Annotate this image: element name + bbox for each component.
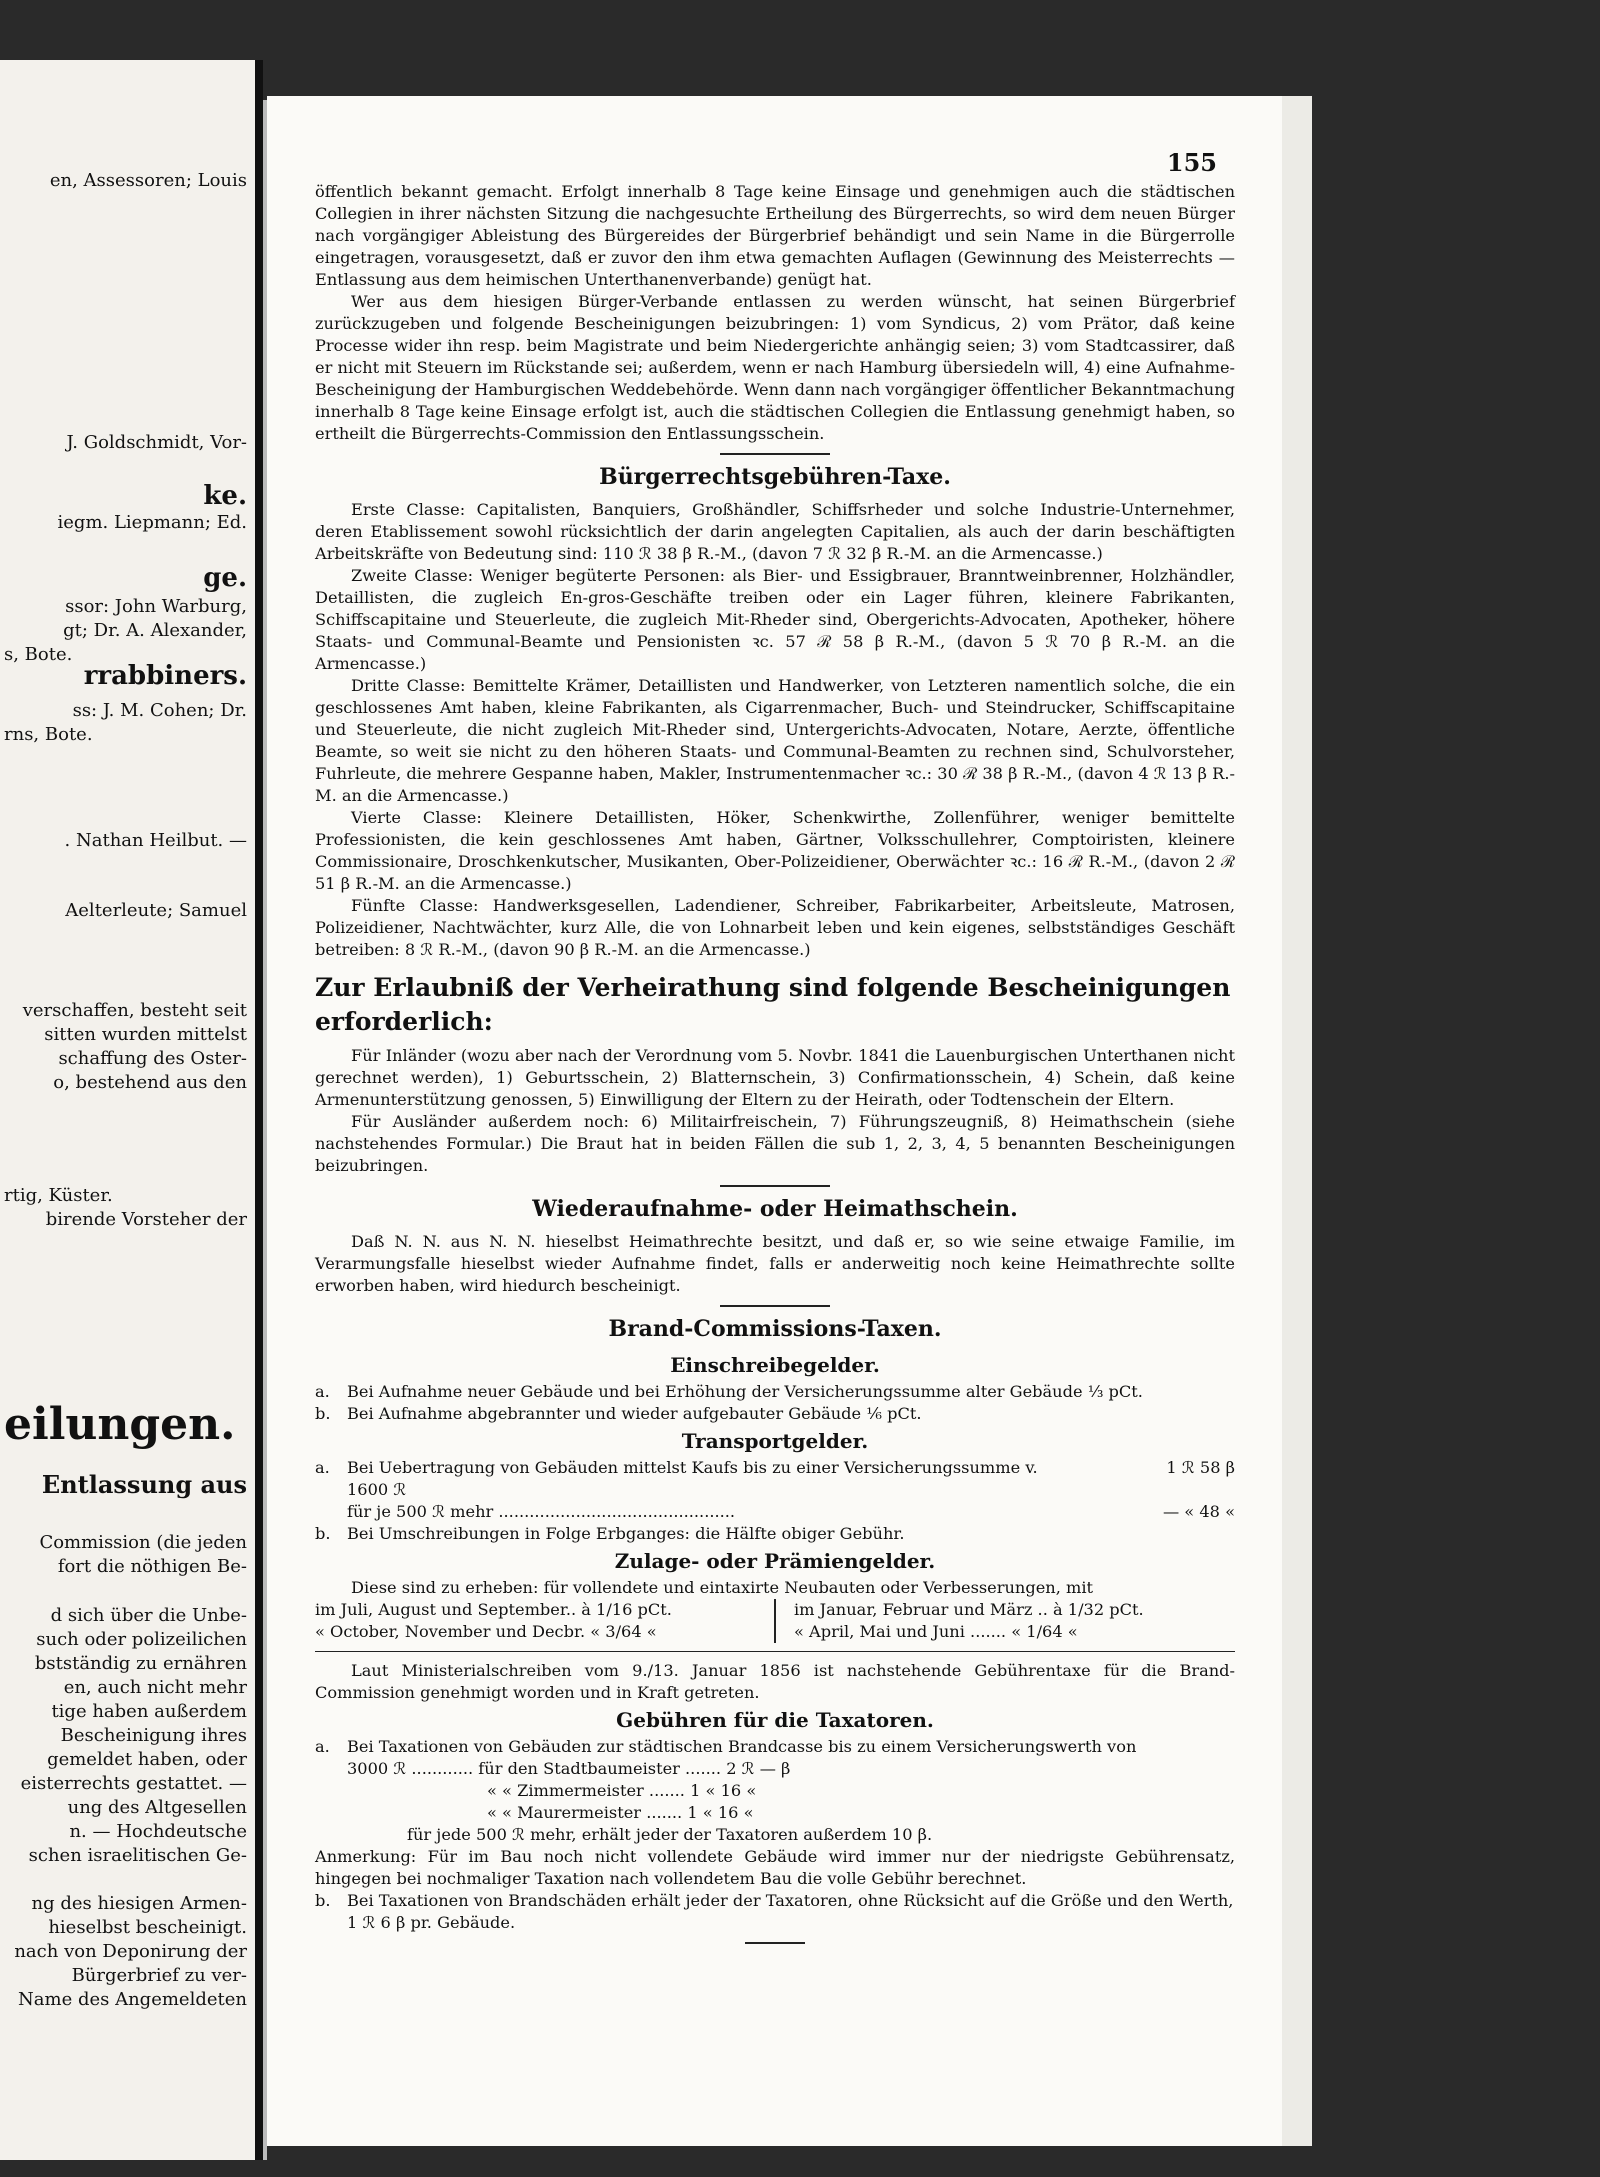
taxatoren-row-1: 3000 ℛ ............ für den Stadtbaumeister ....... 2 ℛ — β xyxy=(347,1759,791,1778)
taxatoren-anmerkung: Anmerkung: Für im Bau noch nicht vollendete Gebäude wird immer nur der niedrigste Gebührensatz, hingegen bei nochmaliger Taxation nach vollendetem Bau die volle Gebühr berechnet. xyxy=(315,1847,1235,1888)
left-page-line: Bürgerbrief zu ver- xyxy=(71,1965,247,1986)
item-label: b. xyxy=(315,1891,331,1910)
item-label: a. xyxy=(315,1458,330,1477)
taxatoren-row-3: « « Maurermeister ....... 1 « 16 « xyxy=(487,1803,754,1822)
taxatoren-row-2: « « Zimmermeister ....... 1 « 16 « xyxy=(487,1781,757,1800)
zulage-divider xyxy=(774,1599,776,1643)
left-page-line: d sich über die Unbe- xyxy=(50,1605,247,1626)
transport-line-2-value: — « 48 « xyxy=(1162,1502,1235,1521)
class-3: Dritte Classe: Bemittelte Krämer, Detaillisten und Handwerker, von Letzteren namentlich solche, die ein geschlossenes Amt haben, kleine Fabrikanten, als Cigarrenmacher, Buch- und Steindrucker, Schiffscapitaine und Steuerleute, die nicht zugleich Mit-Rheder sind, Untergerichts-Advocaten, Notare, Aerzte, öffentliche Beamte, so weit sie nicht zu den höheren Staats- und Communal-Beamten zu rechnen sind, Schulvorsteher, Fuhrleute, die mehrere Gespanne haben, Makler, Instrumentenmacher ꝛc.: 30 ℛ 38 β R.-M., (davon 4 ℛ 13 β R.-M. an die Armencasse.) xyxy=(315,676,1235,805)
table-rule xyxy=(315,1651,1235,1652)
zulage-left xyxy=(315,1599,756,1643)
heimath-heading: Wiederaufnahme- oder Heimathschein. xyxy=(532,1196,1018,1222)
item-label: b. xyxy=(315,1404,331,1423)
heirath-paragraph-1: Für Inländer (wozu aber nach der Verordnung vom 5. Novbr. 1841 die Lauenburgischen Unterthanen nicht gerechnet werden), 1) Geburtsschein, 2) Blatternschein, 3) Confirmationsschein, 4) Schein, daß keine Armenunterstützung genossen, 5) Einwilligung der Eltern zu der Heirath, oder Todtenschein der Eltern. xyxy=(315,1046,1235,1109)
item-text xyxy=(347,1736,1235,1846)
left-page-line: ung des Altgesellen xyxy=(67,1797,247,1818)
left-page-line: eisterrechts gestattet. — xyxy=(20,1773,247,1794)
class-1: Erste Classe: Capitalisten, Banquiers, Großhändler, Schiffsrheder und solche Industrie-Unternehmer, deren Etablissement sowohl rücksichtlich der darin angelegten Capitalien, als auch der darin beschäftigten Arbeitskräfte von Bedeutung sind: 110 ℛ 38 β R.-M., (davon 7 ℛ 32 β R.-M. an die Armencasse.) xyxy=(315,500,1235,563)
item-label: b. xyxy=(315,1524,331,1543)
section-divider xyxy=(720,1185,830,1187)
class-5: Fünfte Classe: Handwerksgesellen, Ladendiener, Schreiber, Fabrikarbeiter, Arbeitsleute, Matrosen, Polizeidiener, Nachtwächter, kurz Alle, die von Lohnarbeit leben und kein eigenes, selbstständiges Geschäft betreiben: 8 ℛ R.-M., (davon 90 β R.-M. an die Armencasse.) xyxy=(315,896,1235,959)
left-page-line: Entlassung aus xyxy=(41,1470,247,1499)
left-page-line: en, Assessoren; Louis xyxy=(49,170,247,191)
item-text xyxy=(347,1457,1235,1523)
page-number: 155 xyxy=(1166,148,1217,177)
left-page-line: bstständig zu ernähren xyxy=(34,1653,247,1674)
left-page-line: sitten wurden mittelst xyxy=(44,1024,247,1045)
transport-line-1-value: 1 ℛ 58 β xyxy=(1166,1458,1235,1477)
class-2: Zweite Classe: Weniger begüterte Personen: als Bier- und Essigbrauer, Branntweinbrenner, Holzhändler, Detaillisten, die zugleich En-gros-Geschäfte treiben oder ein Lager führen, kleinere Fabrikanten, Schiffscapitaine und Steuerleute, die zugleich Mit-Rheder sind, Obergerichts-Advocaten, Apotheker, höhere Staats- und Communal-Beamte und Pensionisten ꝛc. 57 ℛ 58 β R.-M., (davon 5 ℛ 70 β R.-M. an die Armencasse.) xyxy=(315,566,1235,673)
taxatoren-intro: Bei Taxationen von Gebäuden zur städtischen Brandcasse bis zu einem Versicherungswerth von xyxy=(347,1737,1137,1756)
transport-line-1 xyxy=(347,1457,1235,1501)
left-page-line: en, auch nicht mehr xyxy=(63,1677,247,1698)
left-page-line: fort die nöthigen Be- xyxy=(57,1556,247,1577)
zulage-table xyxy=(315,1599,1235,1643)
transport-heading: Transportgelder. xyxy=(681,1429,869,1453)
left-page-line: rns, Bote. xyxy=(4,724,93,745)
left-page-line: . Nathan Heilbut. — xyxy=(64,830,247,851)
left-page-line: gt; Dr. A. Alexander, xyxy=(63,620,247,641)
left-page-line: Name des Angemeldeten xyxy=(18,1989,247,2010)
zulage-right-row-1: im Januar, Februar und März .. à 1/32 pCt. xyxy=(794,1600,1144,1619)
zulage-heading: Zulage- oder Prämiengelder. xyxy=(614,1549,936,1573)
section-divider xyxy=(720,1305,830,1307)
left-page-line: Aelterleute; Samuel xyxy=(65,900,247,921)
taxatoren-heading: Gebühren für die Taxatoren. xyxy=(616,1708,934,1732)
transport-line-1-text: Bei Uebertragung von Gebäuden mittelst Kaufs bis zu einer Versicherungssumme v. 1600 ℛ xyxy=(347,1458,1038,1499)
book-spine xyxy=(255,60,263,2160)
left-page-line: gemeldet haben, oder xyxy=(47,1749,247,1770)
zulage-intro: Diese sind zu erheben: für vollendete und eintaxirte Neubauten oder Verbesserungen, mit xyxy=(351,1578,1094,1597)
left-page-line: eilungen. xyxy=(4,1400,236,1450)
left-page-line: such oder polizeilichen xyxy=(36,1629,247,1650)
left-page-line: birende Vorsteher der xyxy=(45,1209,247,1230)
item-text: Bei Aufnahme neuer Gebäude und bei Erhöhung der Versicherungssumme alter Gebäude ⅓ pCt. xyxy=(347,1382,1143,1401)
left-page-line: ke. xyxy=(203,481,247,511)
item-text: Bei Aufnahme abgebrannter und wieder aufgebauter Gebäude ⅙ pCt. xyxy=(347,1404,922,1423)
einschreib-item-b xyxy=(315,1403,1235,1425)
buergerrecht-heading: Bürgerrechtsgebühren-Taxe. xyxy=(599,464,951,490)
left-page-line: iegm. Liepmann; Ed. xyxy=(57,512,247,533)
page-margin xyxy=(1282,96,1312,2146)
zulage-right xyxy=(794,1599,1235,1643)
left-page-line: rrabbiners. xyxy=(83,661,247,691)
heirath-paragraph-2: Für Ausländer außerdem noch: 6) Militairfreischein, 7) Führungszeugniß, 8) Heimathschein (siehe nachstehendes Formular.) Die Braut hat in beiden Fällen die sub 1, 2, 3, 4, 5 benannten Bescheinigungen beizubringen. xyxy=(315,1112,1235,1175)
transport-item-b xyxy=(315,1523,1235,1545)
left-page-line: J. Goldschmidt, Vor- xyxy=(66,432,247,453)
intro-paragraph-2: Wer aus dem hiesigen Bürger-Verbande entlassen zu werden wünscht, hat seinen Bürgerbrief zurückzugeben und folgende Bescheinigungen beizubringen: 1) vom Syndicus, 2) vom Prätor, daß keine Processe wider ihn resp. beim Magistrate und beim Niedergerichte anhängig seien; 3) vom Stadtcassirer, daß er nicht mit Steuern im Rückstande sei; außerdem, wenn er nach Hamburg übersiedeln will, 4) eine Aufnahme-Bescheinigung der Hamburgischen Weddebehörde. Wenn dann nach vorgängiger öffentlicher Bekanntmachung innerhalb 8 Tage keine Einsage erfolgt ist, auch die städtischen Collegien die Entlassung genehmigt haben, so ertheilt die Bürgerrechts-Commission den Entlassungsschein. xyxy=(315,292,1235,443)
transport-line-2-text: für je 500 ℛ mehr .............................................. xyxy=(347,1502,736,1521)
left-page-line: schaffung des Oster- xyxy=(58,1048,247,1069)
left-page-line: o, bestehend aus den xyxy=(53,1072,247,1093)
left-page-line: nach von Deponirung der xyxy=(14,1941,247,1962)
item-label: a. xyxy=(315,1737,330,1756)
taxatoren-item-b xyxy=(315,1890,1235,1934)
left-page-line: s, Bote. xyxy=(4,644,73,665)
intro-paragraph-1: öffentlich bekannt gemacht. Erfolgt innerhalb 8 Tage keine Einsage und genehmigen auch die städtischen Collegien in ihrer nächsten Sitzung die nachgesuchte Ertheilung des Bürgerrechts, so wird dem neuen Bürger nach vorgängiger Ableistung des Bürgereides der Bürgerbrief behändigt und sein Name in die Bürgerrolle eingetragen, vorausgesetzt, daß er zuvor den ihm etwa gemachten Auflagen (Gewinnung des Meisterrechts — Entlassung aus dem heimischen Unterthanenverbande) genügt hat. xyxy=(315,182,1235,289)
item-label: a. xyxy=(315,1382,330,1401)
zulage-left-row-1: im Juli, August und September.. à 1/16 pCt. xyxy=(315,1600,672,1619)
left-page-line: rtig, Küster. xyxy=(4,1185,113,1206)
left-page-line: ssor: John Warburg, xyxy=(65,596,247,617)
left-page-line: ge. xyxy=(203,563,247,593)
laut-paragraph: Laut Ministerialschreiben vom 9./13. Januar 1856 ist nachstehende Gebührentaxe für die Brand-Commission genehmigt worden und in Kraft getreten. xyxy=(315,1661,1235,1702)
left-page-line: tige haben außerdem xyxy=(51,1701,247,1722)
left-page-line: Bescheinigung ihres xyxy=(60,1725,247,1746)
left-page-line: ss: J. M. Cohen; Dr. xyxy=(72,700,247,721)
taxatoren-item-a xyxy=(315,1736,1235,1846)
einschreib-heading: Einschreibegelder. xyxy=(670,1353,880,1377)
left-page-line: n. — Hochdeutsche xyxy=(69,1821,247,1842)
heimath-paragraph: Daß N. N. aus N. N. hieselbst Heimathrechte besitzt, und daß er, so wie seine etwaige Familie, im Verarmungsfalle hieselbst wieder Aufnahme findet, falls er anderweitig noch keine Heimathrechte sollte erworben haben, wird hiedurch bescheinigt. xyxy=(315,1232,1235,1295)
right-page xyxy=(267,96,1282,2146)
left-page-line: Commission (die jeden xyxy=(39,1532,247,1553)
left-page-line: ng des hiesigen Armen- xyxy=(31,1893,247,1914)
brand-heading: Brand-Commissions-Taxen. xyxy=(608,1316,942,1342)
left-page-line: verschaffen, besteht seit xyxy=(22,1000,247,1021)
transport-line-2 xyxy=(347,1501,1235,1523)
heirath-heading: Zur Erlaubniß der Verheirathung sind folgende Bescheinigungen erforderlich: xyxy=(315,973,1231,1036)
zulage-right-row-2: « April, Mai und Juni ....... « 1/64 « xyxy=(794,1622,1078,1641)
transport-item-a xyxy=(315,1457,1235,1523)
left-page xyxy=(0,60,255,2160)
zulage-left-row-2: « October, November und Decbr. « 3/64 « xyxy=(315,1622,657,1641)
item-text: Bei Taxationen von Brandschäden erhält jeder der Taxatoren, ohne Rücksicht auf die Größe und den Werth, 1 ℛ 6 β pr. Gebäude. xyxy=(347,1891,1234,1932)
item-text: Bei Umschreibungen in Folge Erbganges: die Hälfte obiger Gebühr. xyxy=(347,1524,905,1543)
page-content xyxy=(315,181,1235,1950)
left-page-line: hieselbst bescheinigt. xyxy=(48,1917,247,1938)
taxatoren-mehr: für jede 500 ℛ mehr, erhält jeder der Taxatoren außerdem 10 β. xyxy=(407,1825,933,1844)
left-page-line: schen israelitischen Ge- xyxy=(28,1845,247,1866)
class-4: Vierte Classe: Kleinere Detaillisten, Höker, Schenkwirthe, Zollenführer, weniger bemittelte Professionisten, die kein geschlossenes Amt haben, Gärtner, Volksschullehrer, Comptoiristen, kleinere Commissionaire, Droschkenkutscher, Musikanten, Ober-Polizeidiener, Oberwächter ꝛc.: 16 ℛ R.-M., (davon 2 ℛ 51 β R.-M. an die Armencasse.) xyxy=(315,808,1235,893)
einschreib-item-a xyxy=(315,1381,1235,1403)
end-rule xyxy=(745,1942,805,1944)
section-divider xyxy=(720,453,830,455)
